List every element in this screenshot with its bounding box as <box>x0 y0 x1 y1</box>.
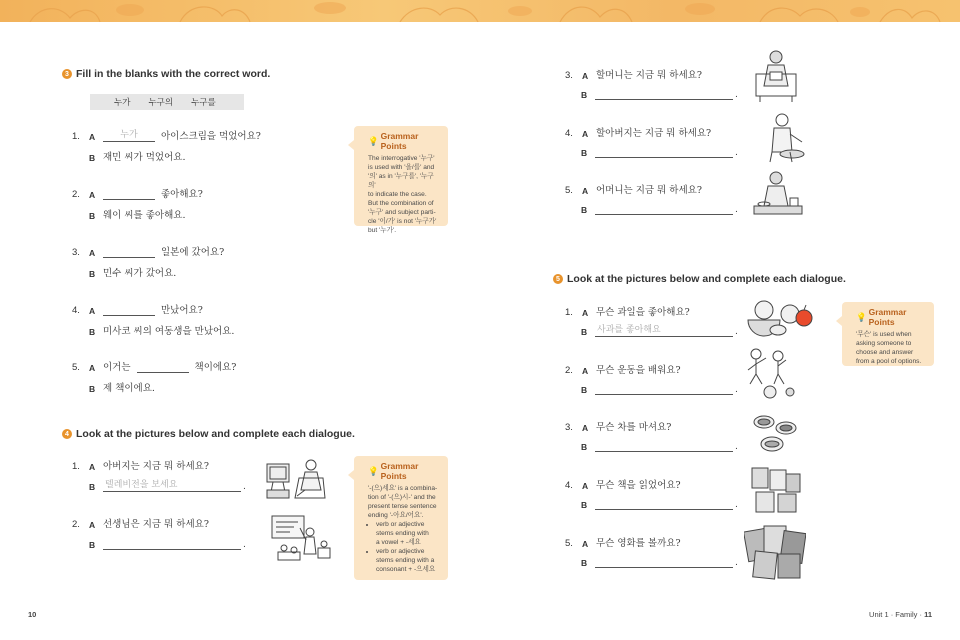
lightbulb-icon: 💡 <box>368 135 379 146</box>
answer-row <box>581 203 738 215</box>
speaker-label: A <box>89 190 96 200</box>
question-text: 무슨 과일을 좋아해요? <box>596 307 690 318</box>
answer-blank[interactable] <box>595 498 733 510</box>
grammar-line: cle '이/가' is not '누구가' <box>368 218 437 225</box>
callout-tail <box>348 470 354 480</box>
answer-text: 재민 씨가 먹었어요. <box>103 152 186 163</box>
grammar-points-text <box>368 154 440 235</box>
answer-blank[interactable] <box>595 383 733 395</box>
question-row <box>565 419 671 433</box>
speaker-label: B <box>89 327 96 337</box>
question-text: 일본에 갔어요? <box>161 247 225 258</box>
question-row <box>72 244 224 258</box>
section-5-heading <box>553 273 846 285</box>
teacher-at-board-illustration <box>270 514 332 562</box>
question-text: 무슨 책을 읽었어요? <box>596 480 681 491</box>
grammar-points-title <box>368 131 440 151</box>
sports-illustration <box>744 346 800 400</box>
grammar-line: '무슨' is used when <box>856 331 912 338</box>
word-option: 누구의 <box>148 98 174 108</box>
answer-text: 민수 씨가 갔어요. <box>103 268 177 279</box>
question-row <box>565 182 702 196</box>
answer-blank[interactable]: 누가 <box>103 130 155 142</box>
grammar-bullets <box>368 520 440 574</box>
father-watching-tv-illustration <box>265 456 329 502</box>
question-row <box>565 477 681 491</box>
answer-text: 웨이 씨를 좋아해요. <box>103 210 186 221</box>
speaker-label: B <box>581 148 588 158</box>
answer-row <box>581 88 738 100</box>
answer-row <box>581 146 738 158</box>
section-3-heading <box>62 68 270 80</box>
lightbulb-icon: 💡 <box>368 465 379 476</box>
grammar-line: '의' as in '누구를', '누구의' <box>368 173 434 189</box>
answer-text: 미사코 씨의 여동생을 만났어요. <box>103 326 235 337</box>
grammar-points-title <box>856 307 926 327</box>
item-number: 2. <box>565 365 573 376</box>
grandfather-cooking-illustration <box>762 112 808 164</box>
question-row <box>72 458 209 472</box>
top-banner <box>0 0 960 22</box>
speaker-label: A <box>582 308 589 318</box>
period: . <box>735 500 738 510</box>
word-box <box>90 94 244 110</box>
floral-pattern-icon <box>0 0 960 22</box>
speaker-label: A <box>582 71 589 81</box>
grammar-bullet <box>376 520 440 547</box>
speaker-label: A <box>582 539 589 549</box>
item-number: 5. <box>565 538 573 549</box>
speaker-label: A <box>89 306 96 316</box>
speaker-label: B <box>89 211 96 221</box>
answer-row <box>89 149 185 163</box>
period: . <box>735 385 738 395</box>
period: . <box>735 558 738 568</box>
answer-row <box>89 480 246 492</box>
speaker-label: A <box>89 462 96 472</box>
speaker-label: B <box>581 442 588 452</box>
speaker-label: B <box>581 558 588 568</box>
speaker-label: A <box>89 132 96 142</box>
item-number: 2. <box>72 189 80 200</box>
grammar-line: '-(으)세요' is a combina- <box>368 485 438 492</box>
grammar-line: to indicate the case. <box>368 191 427 198</box>
books-illustration <box>750 466 802 516</box>
period: . <box>735 327 738 337</box>
period: . <box>735 205 738 215</box>
grammar-points-label: Grammar Points <box>868 307 907 327</box>
question-row <box>565 67 702 81</box>
answer-row <box>581 440 738 452</box>
mother-cooking-illustration <box>750 170 806 220</box>
callout-tail <box>348 140 354 150</box>
speaker-label: B <box>581 385 588 395</box>
grammar-line: '누구' and subject parti- <box>368 209 436 216</box>
item-number: 1. <box>72 131 80 142</box>
speaker-label: A <box>582 366 589 376</box>
section-title: Look at the pictures below and complete each dialogue. <box>76 428 355 440</box>
question-row <box>72 302 203 316</box>
speaker-label: B <box>581 205 588 215</box>
lightbulb-icon: 💡 <box>856 311 867 322</box>
grammar-points-text <box>856 330 926 366</box>
question-text: 무슨 영화를 볼까요? <box>596 538 681 549</box>
item-number: 2. <box>72 519 80 530</box>
question-text: 무슨 차를 마셔요? <box>596 422 672 433</box>
answer-blank[interactable]: 텔레비전을 보세요 <box>103 480 241 492</box>
question-text: 할머니는 지금 뭐 하세요? <box>596 70 702 81</box>
answer-row <box>581 325 738 337</box>
grammar-points-label: Grammar Points <box>380 131 419 151</box>
answer-row <box>89 323 234 337</box>
speaker-label: A <box>89 363 96 373</box>
speaker-label: B <box>89 540 96 550</box>
word-option: 누구를 <box>191 98 216 108</box>
answer-blank[interactable] <box>595 88 733 100</box>
answer-text: 제 책이에요. <box>103 383 155 394</box>
grammar-points-title <box>368 461 440 481</box>
unit-label: Unit 1 · Family · <box>869 610 922 619</box>
grammar-line: But the combination of <box>368 200 434 207</box>
period: . <box>243 482 246 492</box>
speaker-label: B <box>581 90 588 100</box>
section-title: Look at the pictures below and complete each dialogue. <box>567 273 846 285</box>
question-text: 무슨 운동을 배워요? <box>596 365 681 376</box>
item-number: 3. <box>72 247 80 258</box>
answer-blank[interactable] <box>595 203 733 215</box>
grammar-line: a vowel + -세요 <box>376 539 421 546</box>
item-number: 4. <box>72 305 80 316</box>
grammar-line: stems ending with a <box>376 557 435 564</box>
grammar-line: stems ending with <box>376 530 429 537</box>
speaker-label: A <box>582 129 589 139</box>
period: . <box>243 540 246 550</box>
question-row <box>72 186 203 200</box>
item-number: 5. <box>565 185 573 196</box>
grammar-line: but '누가'. <box>368 227 397 234</box>
fruits-illustration <box>744 296 816 338</box>
grammar-line: consonant + -으세요 <box>376 566 436 573</box>
question-row <box>72 359 236 373</box>
speaker-label: A <box>582 481 589 491</box>
grammar-points-box <box>354 456 448 580</box>
question-row <box>72 516 209 530</box>
item-number: 4. <box>565 480 573 491</box>
section-number-badge: 3 <box>62 69 72 79</box>
period: . <box>735 442 738 452</box>
section-number-badge: 5 <box>553 274 563 284</box>
grammar-line: from a pool of options. <box>856 358 922 365</box>
answer-blank[interactable] <box>103 188 155 200</box>
answer-blank[interactable] <box>103 304 155 316</box>
answer-row <box>89 265 176 279</box>
answer-row <box>581 556 738 568</box>
grammar-line: The interrogative '누구' <box>368 155 435 162</box>
question-text: 아버지는 지금 뭐 하세요? <box>103 461 209 472</box>
item-number: 4. <box>565 128 573 139</box>
question-row <box>72 128 261 142</box>
grammar-points-label: Grammar Points <box>380 461 419 481</box>
speaker-label: A <box>582 423 589 433</box>
speaker-label: B <box>89 269 96 279</box>
answer-blank[interactable] <box>103 246 155 258</box>
answer-row <box>581 498 738 510</box>
answer-blank[interactable] <box>595 556 733 568</box>
question-prefix: 이거는 <box>103 362 131 373</box>
section-title: Fill in the blanks with the correct word. <box>76 68 271 80</box>
grammar-line: verb or adjective <box>376 521 425 528</box>
word-option: 누가 <box>114 98 131 108</box>
grammar-points-box <box>354 126 448 234</box>
callout-tail <box>836 316 842 326</box>
item-number: 5. <box>72 362 80 373</box>
speaker-label: A <box>89 520 96 530</box>
speaker-label: B <box>89 482 96 492</box>
answer-row <box>89 538 246 550</box>
speaker-label: A <box>582 186 589 196</box>
answer-blank[interactable] <box>103 538 241 550</box>
movie-posters-illustration <box>744 524 806 580</box>
item-number: 1. <box>565 307 573 318</box>
question-row <box>565 362 681 376</box>
grandmother-reading-illustration <box>752 48 800 104</box>
question-text: 책이에요? <box>194 362 237 373</box>
answer-blank[interactable]: 사과를 좋아해요 <box>595 325 733 337</box>
question-row <box>565 125 711 139</box>
answer-blank[interactable] <box>595 146 733 158</box>
grammar-line: ending '-아요/어요'. <box>368 512 424 519</box>
grammar-points-text <box>368 484 440 574</box>
grammar-line: is used with '을/를' and <box>368 164 435 171</box>
period: . <box>735 148 738 158</box>
right-footer <box>869 610 932 619</box>
section-number-badge: 4 <box>62 429 72 439</box>
speaker-label: B <box>581 327 588 337</box>
item-number: 1. <box>72 461 80 472</box>
question-text: 만났어요? <box>161 305 203 316</box>
question-text: 할아버지는 지금 뭐 하세요? <box>596 128 712 139</box>
grammar-bullet <box>376 547 440 574</box>
answer-row <box>89 380 155 394</box>
grammar-line: present tense sentence <box>368 503 437 510</box>
speaker-label: B <box>89 384 96 394</box>
answer-blank[interactable] <box>595 440 733 452</box>
speaker-label: A <box>89 248 96 258</box>
item-number: 3. <box>565 422 573 433</box>
tea-cups-illustration <box>750 410 800 456</box>
answer-row <box>89 207 185 221</box>
question-row <box>565 535 681 549</box>
item-number: 3. <box>565 70 573 81</box>
question-text: 좋아해요? <box>161 189 203 200</box>
question-text: 아이스크림을 먹었어요? <box>161 131 261 142</box>
question-row <box>565 304 690 318</box>
answer-row <box>581 383 738 395</box>
speaker-label: B <box>89 153 96 163</box>
left-page-number: 10 <box>28 610 37 619</box>
grammar-points-box <box>842 302 934 366</box>
right-page-number: 11 <box>924 610 932 619</box>
question-text: 선생님은 지금 뭐 하세요? <box>103 519 209 530</box>
period: . <box>735 90 738 100</box>
grammar-line: tion of '-(으)시-' and the <box>368 494 436 501</box>
grammar-line: asking someone to <box>856 340 912 347</box>
answer-blank[interactable] <box>137 361 189 373</box>
grammar-line: verb or adjective <box>376 548 425 555</box>
section-4-heading <box>62 428 355 440</box>
speaker-label: B <box>581 500 588 510</box>
grammar-line: choose and answer <box>856 349 914 356</box>
question-text: 어머니는 지금 뭐 하세요? <box>596 185 702 196</box>
